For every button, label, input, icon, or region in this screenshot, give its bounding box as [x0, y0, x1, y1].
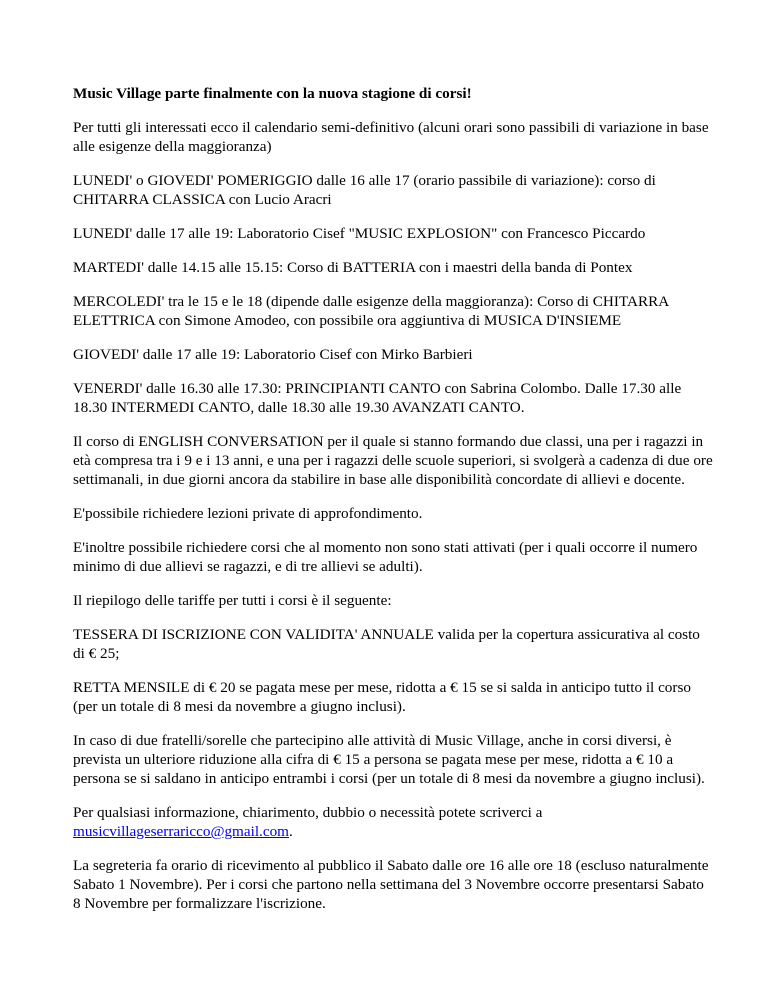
schedule-item-monday-thursday: LUNEDI' o GIOVEDI' POMERIGGIO dalle 16 alle 17 (orario passibile di variazione): corso di CHITARRA CLASSICA con Lucio Aracri: [73, 172, 656, 208]
document-title: Music Village parte finalmente con la nuova stagione di corsi!: [73, 85, 472, 102]
schedule-item-thursday: GIOVEDI' dalle 17 alle 19: Laboratorio Cisef con Mirko Barbieri: [73, 346, 473, 363]
private-lessons-paragraph: E'possibile richiedere lezioni private di approfondimento.: [73, 505, 423, 522]
extra-courses-paragraph: E'inoltre possibile richiedere corsi che al momento non sono stati attivati (per i quali occorre il numero minimo di due allievi se ragazzi, e di tre allievi se adulti).: [73, 539, 698, 575]
fee-monthly-paragraph: RETTA MENSILE di € 20 se pagata mese per mese, ridotta a € 15 se si salda in anticipo tutto il corso (per un totale di 8 mesi da novembre a giugno inclusi).: [73, 679, 691, 715]
office-hours-paragraph: La segreteria fa orario di ricevimento al pubblico il Sabato dalle ore 16 alle ore 18 (escluso naturalmente Sabato 1 Novembre). Per i corsi che partono nella settimana del 3 Novembre occorre presentarsi Sabato 8 Novembre per formalizzare l'iscrizione.: [73, 857, 709, 912]
english-course-paragraph: Il corso di ENGLISH CONVERSATION per il quale si stanno formando due classi, una per i ragazzi in età compresa tra i 9 e i 13 anni, e una per i ragazzi delle scuole superiori, si svolgerà a cadenza di due ore settimanali, in due giorni ancora da stabilire in base alle disponibilità concordate di allievi e docente.: [73, 433, 713, 488]
contact-email-link[interactable]: musicvillageserraricco@gmail.com: [73, 823, 289, 840]
schedule-item-wednesday: MERCOLEDI' tra le 15 e le 18 (dipende dalle esigenze della maggioranza): Corso di CHITARRA ELETTRICA con Simone Amodeo, con possibile ora aggiuntiva di MUSICA D'INSIEME: [73, 293, 669, 329]
contact-paragraph: [73, 803, 713, 841]
schedule-item-monday: LUNEDI' dalle 17 alle 19: Laboratorio Cisef "MUSIC EXPLOSION" con Francesco Piccardo: [73, 225, 646, 242]
fees-intro-paragraph: Il riepilogo delle tariffe per tutti i corsi è il seguente:: [73, 592, 392, 609]
fee-card-paragraph: TESSERA DI ISCRIZIONE CON VALIDITA' ANNUALE valida per la copertura assicurativa al costo di € 25;: [73, 626, 700, 662]
fee-siblings-paragraph: In caso di due fratelli/sorelle che partecipino alle attività di Music Village, anche in corsi diversi, è prevista un ulteriore riduzione alla cifra di € 15 a persona se pagata mese per mese, ridotta a € 10 a persona se si saldano in anticipo entrambi i corsi (per un totale di 8 mesi da novembre a giugno inclusi).: [73, 732, 705, 787]
schedule-item-tuesday: MARTEDI' dalle 14.15 alle 15.15: Corso di BATTERIA con i maestri della banda di Pontex: [73, 259, 633, 276]
contact-end: .: [288, 823, 293, 840]
schedule-item-friday: VENERDI' dalle 16.30 alle 17.30: PRINCIPIANTI CANTO con Sabrina Colombo. Dalle 17.30 alle 18.30 INTERMEDI CANTO, dalle 18.30 alle 19.30 AVANZATI CANTO.: [73, 380, 682, 416]
document-page: [73, 84, 713, 928]
contact-text: Per qualsiasi informazione, chiarimento, dubbio o necessità potete scriverci a: [73, 804, 543, 821]
intro-paragraph: Per tutti gli interessati ecco il calendario semi-definitivo (alcuni orari sono passibili di variazione in base alle esigenze della maggioranza): [73, 119, 709, 155]
